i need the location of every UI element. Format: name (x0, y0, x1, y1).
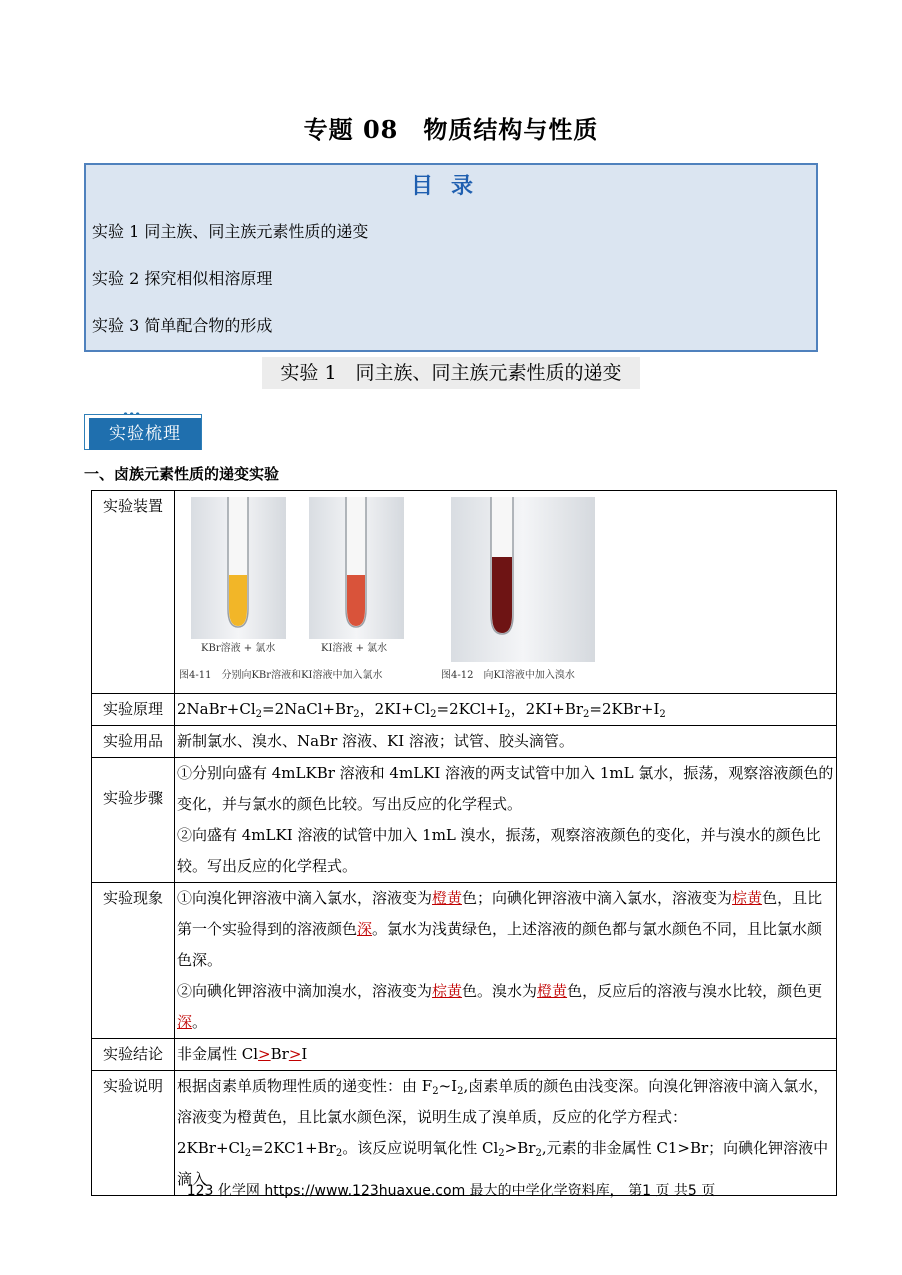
test-tube-ki-bromine (491, 497, 513, 634)
table-row (92, 726, 837, 758)
toc-heading: 目录 (410, 173, 491, 199)
table-row (92, 758, 837, 883)
explanation-cell: 根据卤素单质物理性质的递变性：由 $F_2\sim I_2$,卤素单质的颜色由浅变深。向溴化钾溶液中滴入氯水，溶液变为橙黄色，且比氯水颜色深，说明生成了溴单质，反应的化学方程式：$2KBr+Cl_2=2KC1+Br_2$。该反应说明氧化性 $Cl_2>Br_2$,元素的非金属性 C1>Br；向碘化钾溶液中滴入 (175, 1071, 837, 1196)
row-label: 实验装置 (92, 491, 175, 694)
step-2: ②向盛有 4mLKI 溶液的试管中加入 1mL 溴水，振荡，观察溶液颜色的变化，并与溴水的颜色比较。写出反应的化学程式。 (177, 826, 821, 875)
page-title: 专题 08 物质结构与性质 (303, 115, 599, 144)
badge-label: 实验梳理 (89, 418, 201, 450)
table-row (92, 491, 837, 694)
table-row (92, 1039, 837, 1071)
tube2-caption: KI溶液 + 氯水 (321, 643, 388, 654)
step-1: ①分别向盛有 4mLKBr 溶液和 4mLKI 溶液的两支试管中加入 1mL 氯水，振荡，观察溶液颜色的变化，并与氯水的颜色比较。写出反应的化学程式。 (177, 764, 834, 813)
conclusion-cell: 非金属性 Cl>Br>I (175, 1039, 837, 1071)
section-title: 实验 1 同主族、同主族元素性质的递变 (262, 357, 640, 389)
row-label: 实验现象 (92, 883, 175, 1039)
phenomenon-2: ②向碘化钾溶液中滴加溴水，溶液变为棕黄色。溴水为橙黄色，反应后的溶液与溴水比较，颜色更深。 (177, 982, 823, 1031)
row-label: 实验说明 (92, 1071, 175, 1196)
steps-cell (175, 758, 837, 883)
phenomena-cell (175, 883, 837, 1039)
table-row (92, 1071, 837, 1196)
test-tube-kbr (228, 497, 248, 627)
figure-4-11-caption: 图4-11 分别向KBr溶液和KI溶液中加入氯水 (179, 670, 383, 681)
toc-item-2[interactable]: 实验 2 探究相似相溶原理 (92, 269, 273, 288)
row-label: 实验结论 (92, 1039, 175, 1071)
table-row (92, 883, 837, 1039)
tube1-caption: KBr溶液 + 氯水 (201, 643, 276, 654)
table-row (92, 694, 837, 726)
row-label: 实验用品 (92, 726, 175, 758)
page-footer: 123 化学网 https://www.123huaxue.com 最大的中学化学资料库， 第1 页 共5 页 (186, 1183, 716, 1199)
row-label: 实验步骤 (92, 758, 175, 883)
section-badge (84, 414, 206, 452)
figure-4-12-caption: 图4-12 向KI溶液中加入溴水 (441, 670, 575, 681)
photo-background (451, 497, 595, 662)
row-label: 实验原理 (92, 694, 175, 726)
apparatus-figure-cell (175, 491, 837, 694)
toc-item-3[interactable]: 实验 3 简单配合物的形成 (92, 316, 273, 335)
experiment-table (91, 490, 837, 1196)
materials-cell: 新制氯水、溴水、NaBr 溶液、KI 溶液；试管、胶头滴管。 (175, 726, 837, 758)
subheading: 一、卤族元素性质的递变实验 (84, 465, 280, 483)
test-tube-figure (179, 497, 595, 689)
phenomenon-1: ①向溴化钾溶液中滴入氯水，溶液变为橙黄色；向碘化钾溶液中滴入氯水，溶液变为棕黄色，且比第一个实验得到的溶液颜色深。氯水为浅黄绿色，上述溶液的颜色都与氯水颜色不同，且比氯水颜色深。 (177, 889, 823, 969)
toc-item-1[interactable]: 实验 1 同主族、同主族元素性质的递变 (92, 222, 369, 241)
principle-cell: $2NaBr+Cl_2=2NaCl+Br_2$，$2KI+Cl_2=2KCl+I_2$，$2KI+Br_2=2KBr+I_2$ (175, 694, 837, 726)
table-of-contents (84, 163, 818, 352)
test-tube-ki (346, 497, 366, 627)
